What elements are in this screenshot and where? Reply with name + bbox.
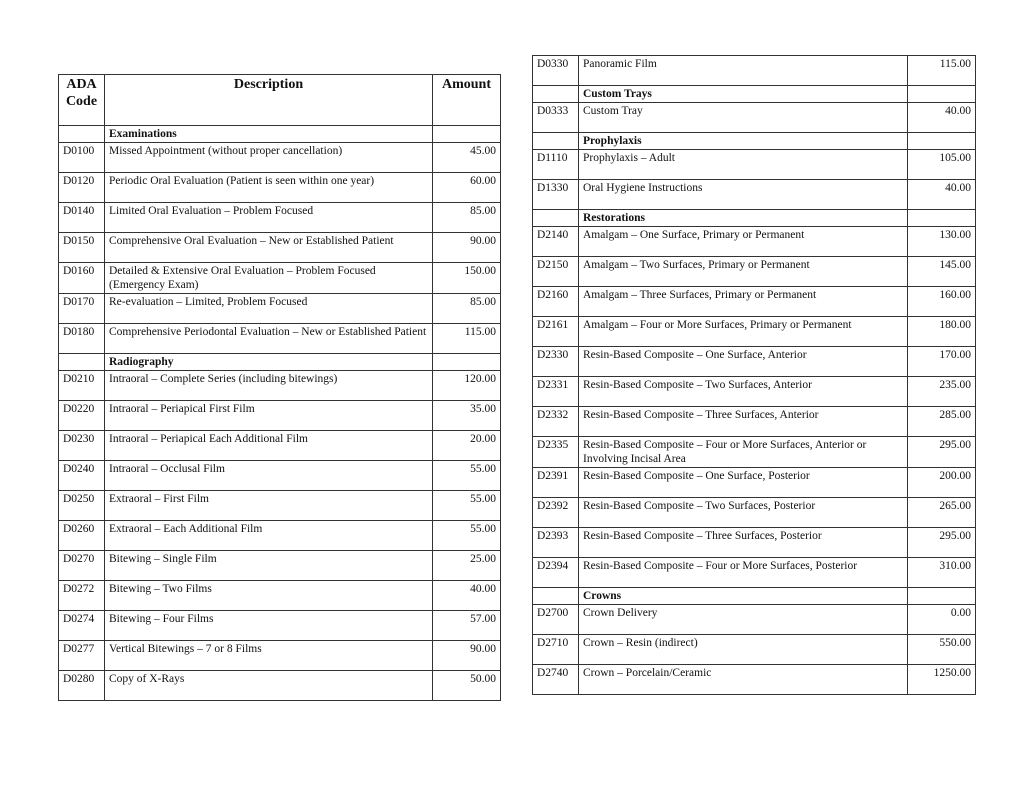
section-amount-cell — [433, 354, 501, 371]
procedure-description: Comprehensive Periodontal Evaluation – New or Established Patient — [105, 324, 433, 354]
procedure-amount: 235.00 — [908, 377, 976, 407]
table-row — [533, 180, 976, 210]
ada-code: D0330 — [533, 56, 579, 86]
table-row — [59, 611, 501, 641]
procedure-description: Resin-Based Composite – Three Surfaces, Anterior — [579, 407, 908, 437]
procedure-amount: 265.00 — [908, 498, 976, 528]
table-row — [59, 581, 501, 611]
procedure-description: Intraoral – Periapical First Film — [105, 401, 433, 431]
section-code-cell — [533, 86, 579, 103]
procedure-description: Bitewing – Four Films — [105, 611, 433, 641]
procedure-description: Intraoral – Complete Series (including bitewings) — [105, 371, 433, 401]
table-row — [533, 150, 976, 180]
section-label: Prophylaxis — [579, 133, 908, 150]
procedure-amount: 55.00 — [433, 461, 501, 491]
procedure-amount: 170.00 — [908, 347, 976, 377]
section-label: Radiography — [105, 354, 433, 371]
ada-code: D0270 — [59, 551, 105, 581]
procedure-amount: 115.00 — [433, 324, 501, 354]
section-row — [533, 210, 976, 227]
table-row — [59, 233, 501, 263]
section-code-cell — [533, 210, 579, 227]
ada-code: D2332 — [533, 407, 579, 437]
ada-code: D0280 — [59, 671, 105, 701]
ada-code: D0120 — [59, 173, 105, 203]
section-code-cell — [59, 354, 105, 371]
procedure-amount: 295.00 — [908, 528, 976, 558]
procedure-description: Resin-Based Composite – One Surface, Posterior — [579, 468, 908, 498]
procedure-description: Intraoral – Occlusal Film — [105, 461, 433, 491]
procedure-amount: 20.00 — [433, 431, 501, 461]
procedure-amount: 285.00 — [908, 407, 976, 437]
procedure-description: Periodic Oral Evaluation (Patient is seen within one year) — [105, 173, 433, 203]
procedure-description: Extraoral – First Film — [105, 491, 433, 521]
ada-code: D2710 — [533, 635, 579, 665]
procedure-amount: 105.00 — [908, 150, 976, 180]
procedure-amount: 55.00 — [433, 521, 501, 551]
procedure-description: Oral Hygiene Instructions — [579, 180, 908, 210]
procedure-description: Resin-Based Composite – One Surface, Anterior — [579, 347, 908, 377]
table-row — [533, 635, 976, 665]
procedure-amount: 160.00 — [908, 287, 976, 317]
section-label: Crowns — [579, 588, 908, 605]
fee-table-right-body — [533, 56, 976, 695]
procedure-description: Crown – Porcelain/Ceramic — [579, 665, 908, 695]
ada-code: D0272 — [59, 581, 105, 611]
ada-code: D0260 — [59, 521, 105, 551]
procedure-description: Custom Tray — [579, 103, 908, 133]
procedure-amount: 35.00 — [433, 401, 501, 431]
table-row — [533, 665, 976, 695]
procedure-amount: 85.00 — [433, 294, 501, 324]
table-row — [59, 551, 501, 581]
table-row — [59, 143, 501, 173]
section-row — [59, 354, 501, 371]
ada-code: D2393 — [533, 528, 579, 558]
section-amount-cell — [908, 588, 976, 605]
table-row — [533, 317, 976, 347]
section-label: Examinations — [105, 126, 433, 143]
section-code-cell — [59, 126, 105, 143]
table-row — [533, 468, 976, 498]
procedure-description: Crown – Resin (indirect) — [579, 635, 908, 665]
ada-code: D2700 — [533, 605, 579, 635]
table-row — [59, 641, 501, 671]
procedure-amount: 85.00 — [433, 203, 501, 233]
ada-code: D2392 — [533, 498, 579, 528]
procedure-amount: 0.00 — [908, 605, 976, 635]
procedure-description: Amalgam – Three Surfaces, Primary or Permanent — [579, 287, 908, 317]
procedure-amount: 60.00 — [433, 173, 501, 203]
ada-code: D0160 — [59, 263, 105, 294]
procedure-description: Limited Oral Evaluation – Problem Focused — [105, 203, 433, 233]
procedure-description: Detailed & Extensive Oral Evaluation – Problem Focused (Emergency Exam) — [105, 263, 433, 294]
procedure-amount: 90.00 — [433, 233, 501, 263]
fee-table-left — [58, 74, 501, 701]
procedure-amount: 295.00 — [908, 437, 976, 468]
procedure-amount: 57.00 — [433, 611, 501, 641]
procedure-description: Amalgam – Four or More Surfaces, Primary or Permanent — [579, 317, 908, 347]
procedure-amount: 25.00 — [433, 551, 501, 581]
ada-code: D2331 — [533, 377, 579, 407]
ada-code: D0240 — [59, 461, 105, 491]
ada-code: D0210 — [59, 371, 105, 401]
procedure-amount: 45.00 — [433, 143, 501, 173]
table-row — [59, 173, 501, 203]
table-row — [59, 294, 501, 324]
header-description: Description — [105, 75, 433, 126]
ada-code: D2740 — [533, 665, 579, 695]
section-label: Restorations — [579, 210, 908, 227]
section-row — [533, 588, 976, 605]
ada-code: D0230 — [59, 431, 105, 461]
table-row — [59, 491, 501, 521]
ada-code: D1110 — [533, 150, 579, 180]
procedure-description: Crown Delivery — [579, 605, 908, 635]
procedure-amount: 115.00 — [908, 56, 976, 86]
table-row — [533, 257, 976, 287]
table-row — [533, 377, 976, 407]
ada-code: D0220 — [59, 401, 105, 431]
procedure-amount: 200.00 — [908, 468, 976, 498]
ada-code: D2330 — [533, 347, 579, 377]
ada-code: D0140 — [59, 203, 105, 233]
procedure-amount: 120.00 — [433, 371, 501, 401]
section-label: Custom Trays — [579, 86, 908, 103]
ada-code: D2391 — [533, 468, 579, 498]
procedure-description: Resin-Based Composite – Three Surfaces, Posterior — [579, 528, 908, 558]
procedure-amount: 40.00 — [908, 180, 976, 210]
table-row — [533, 498, 976, 528]
procedure-description: Extraoral – Each Additional Film — [105, 521, 433, 551]
procedure-amount: 1250.00 — [908, 665, 976, 695]
section-row — [533, 133, 976, 150]
table-row — [533, 437, 976, 468]
procedure-amount: 55.00 — [433, 491, 501, 521]
header-amount: Amount — [433, 75, 501, 126]
ada-code: D0170 — [59, 294, 105, 324]
section-amount-cell — [908, 86, 976, 103]
procedure-amount: 550.00 — [908, 635, 976, 665]
procedure-description: Intraoral – Periapical Each Additional Film — [105, 431, 433, 461]
table-header — [59, 75, 501, 126]
fee-table-left-body — [59, 126, 501, 701]
header-code: ADA Code — [59, 75, 105, 126]
table-row — [533, 287, 976, 317]
procedure-amount: 50.00 — [433, 671, 501, 701]
procedure-description: Resin-Based Composite – Four or More Surfaces, Posterior — [579, 558, 908, 588]
table-row — [59, 401, 501, 431]
table-row — [59, 461, 501, 491]
procedure-amount: 40.00 — [908, 103, 976, 133]
table-row — [59, 671, 501, 701]
procedure-description: Vertical Bitewings – 7 or 8 Films — [105, 641, 433, 671]
procedure-description: Bitewing – Two Films — [105, 581, 433, 611]
procedure-description: Resin-Based Composite – Two Surfaces, Posterior — [579, 498, 908, 528]
section-amount-cell — [908, 210, 976, 227]
procedure-description: Resin-Based Composite – Four or More Surfaces, Anterior or Involving Incisal Area — [579, 437, 908, 468]
table-row — [533, 605, 976, 635]
procedure-description: Prophylaxis – Adult — [579, 150, 908, 180]
table-row — [59, 324, 501, 354]
ada-code: D2335 — [533, 437, 579, 468]
section-code-cell — [533, 588, 579, 605]
procedure-amount: 180.00 — [908, 317, 976, 347]
ada-code: D2150 — [533, 257, 579, 287]
procedure-description: Re-evaluation – Limited, Problem Focused — [105, 294, 433, 324]
fee-table-right — [532, 55, 976, 695]
table-row — [533, 347, 976, 377]
procedure-description: Copy of X-Rays — [105, 671, 433, 701]
ada-code: D0274 — [59, 611, 105, 641]
procedure-amount: 310.00 — [908, 558, 976, 588]
ada-code: D0100 — [59, 143, 105, 173]
table-row — [59, 521, 501, 551]
table-row — [533, 558, 976, 588]
section-code-cell — [533, 133, 579, 150]
ada-code: D1330 — [533, 180, 579, 210]
procedure-description: Missed Appointment (without proper cancellation) — [105, 143, 433, 173]
table-row — [533, 103, 976, 133]
procedure-description: Amalgam – One Surface, Primary or Permanent — [579, 227, 908, 257]
procedure-description: Amalgam – Two Surfaces, Primary or Permanent — [579, 257, 908, 287]
table-row — [59, 203, 501, 233]
ada-code: D2161 — [533, 317, 579, 347]
ada-code: D0180 — [59, 324, 105, 354]
procedure-description: Resin-Based Composite – Two Surfaces, Anterior — [579, 377, 908, 407]
procedure-description: Bitewing – Single Film — [105, 551, 433, 581]
ada-code: D0150 — [59, 233, 105, 263]
table-row — [533, 56, 976, 86]
table-row — [59, 263, 501, 294]
procedure-amount: 150.00 — [433, 263, 501, 294]
procedure-amount: 130.00 — [908, 227, 976, 257]
ada-code: D2140 — [533, 227, 579, 257]
section-amount-cell — [433, 126, 501, 143]
table-row — [533, 227, 976, 257]
ada-code: D0333 — [533, 103, 579, 133]
procedure-amount: 40.00 — [433, 581, 501, 611]
ada-code: D2394 — [533, 558, 579, 588]
table-row — [59, 371, 501, 401]
table-row — [59, 431, 501, 461]
ada-code: D0277 — [59, 641, 105, 671]
procedure-amount: 145.00 — [908, 257, 976, 287]
procedure-description: Panoramic Film — [579, 56, 908, 86]
procedure-amount: 90.00 — [433, 641, 501, 671]
table-row — [533, 528, 976, 558]
ada-code: D0250 — [59, 491, 105, 521]
ada-code: D2160 — [533, 287, 579, 317]
table-row — [533, 407, 976, 437]
section-amount-cell — [908, 133, 976, 150]
procedure-description: Comprehensive Oral Evaluation – New or Established Patient — [105, 233, 433, 263]
section-row — [59, 126, 501, 143]
section-row — [533, 86, 976, 103]
